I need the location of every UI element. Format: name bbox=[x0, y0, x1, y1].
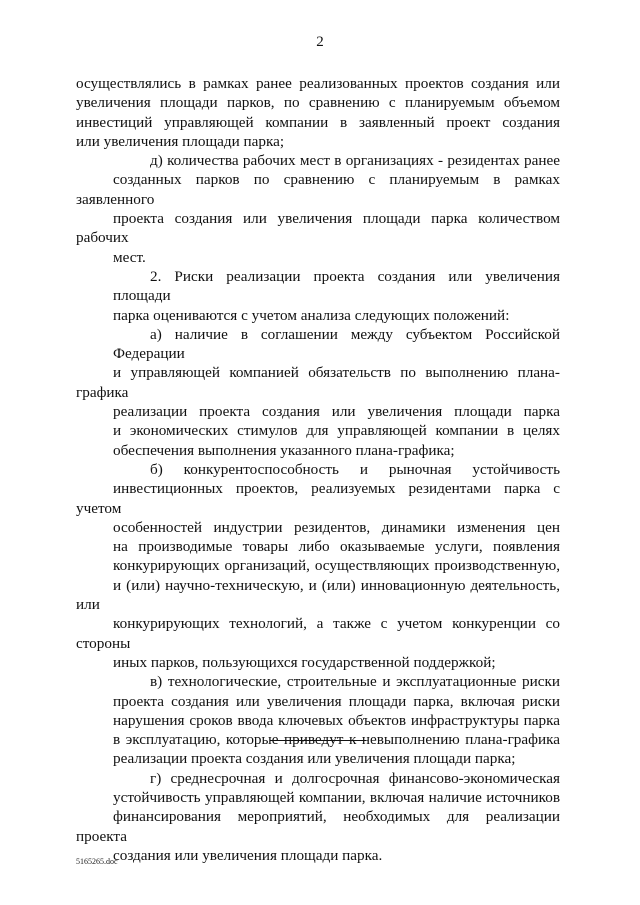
text-line: а) наличие в соглашении между субъектом Российской Федерации bbox=[113, 325, 560, 363]
text-line: мест. bbox=[113, 248, 146, 266]
text-line: проекта создания или увеличения площади парка количеством рабочих bbox=[76, 210, 560, 247]
text-line: реализации проекта создания или увеличения площади парка; bbox=[113, 750, 516, 768]
document-body bbox=[76, 74, 560, 865]
paragraph bbox=[76, 267, 560, 325]
text-line: и экономических стимулов для управляющей компании в целях bbox=[113, 422, 560, 440]
paragraph bbox=[76, 769, 560, 865]
text-line: конкурирующих технологий, а также с учетом конкуренции со стороны bbox=[76, 615, 560, 652]
text-line: парка оцениваются с учетом анализа следующих положений: bbox=[113, 306, 510, 324]
text-line: конкурирующих организаций, осуществляющих производственную, bbox=[113, 557, 560, 575]
text-line: в эксплуатацию, которые приведут к невыполнению плана-графика bbox=[113, 731, 560, 749]
text-line: и управляющей компанией обязательств по выполнению плана-графика bbox=[76, 364, 560, 401]
text-line: проекта создания или увеличения площади парка, включая риски bbox=[113, 692, 560, 710]
text-line: устойчивость управляющей компании, включая наличие источников bbox=[113, 788, 560, 806]
text-line: на производимые товары либо оказываемые услуги, появления bbox=[113, 538, 560, 556]
text-line: д) количества рабочих мест в организациях - резидентах ранее bbox=[150, 152, 560, 170]
paragraph bbox=[76, 151, 560, 267]
text-line: создания или увеличения площади парка. bbox=[113, 846, 383, 864]
text-line: инвестиционных проектов, реализуемых резидентами парка с учетом bbox=[76, 480, 560, 517]
text-line: обеспечения выполнения указанного плана-графика; bbox=[113, 441, 455, 459]
text-line: или увеличения площади парка; bbox=[76, 132, 285, 150]
page-number: 2 bbox=[316, 34, 324, 50]
paragraph bbox=[76, 74, 560, 151]
text-line: финансирования мероприятий, необходимых для реализации проекта bbox=[76, 808, 560, 845]
text-line: и (или) научно-техническую, и (или) инновационную деятельность, или bbox=[76, 576, 560, 614]
text-line: 2. Риски реализации проекта создания или увеличения площади bbox=[113, 267, 560, 305]
text-line: созданных парков по сравнению с планируемым в рамках заявленного bbox=[76, 171, 560, 208]
text-line: увеличения площади парков, по сравнению с планируемым объемом bbox=[76, 94, 560, 112]
text-line: иных парков, пользующихся государственной поддержкой; bbox=[113, 653, 496, 671]
text-line: нарушения сроков ввода ключевых объектов инфраструктуры парка bbox=[113, 711, 560, 729]
text-line: г) среднесрочная и долгосрочная финансово-экономическая bbox=[150, 769, 560, 787]
text-line: б) конкурентоспособность и рыночная устойчивость bbox=[150, 460, 560, 478]
text-line: инвестиций управляющей компании в заявленный проект создания bbox=[76, 113, 560, 131]
text-line: особенностей индустрии резидентов, динамики изменения цен bbox=[113, 518, 560, 536]
paragraph bbox=[76, 460, 560, 672]
document-file-code: 5165265.doc bbox=[76, 857, 118, 866]
separator-line bbox=[270, 740, 366, 741]
text-line: осуществлялись в рамках ранее реализованных проектов создания или bbox=[76, 75, 560, 92]
text-line: реализации проекта создания или увеличения площади парка bbox=[113, 403, 560, 421]
paragraph bbox=[76, 325, 560, 460]
paragraph bbox=[76, 672, 560, 768]
text-line: в) технологические, строительные и эксплуатационные риски bbox=[150, 673, 560, 691]
